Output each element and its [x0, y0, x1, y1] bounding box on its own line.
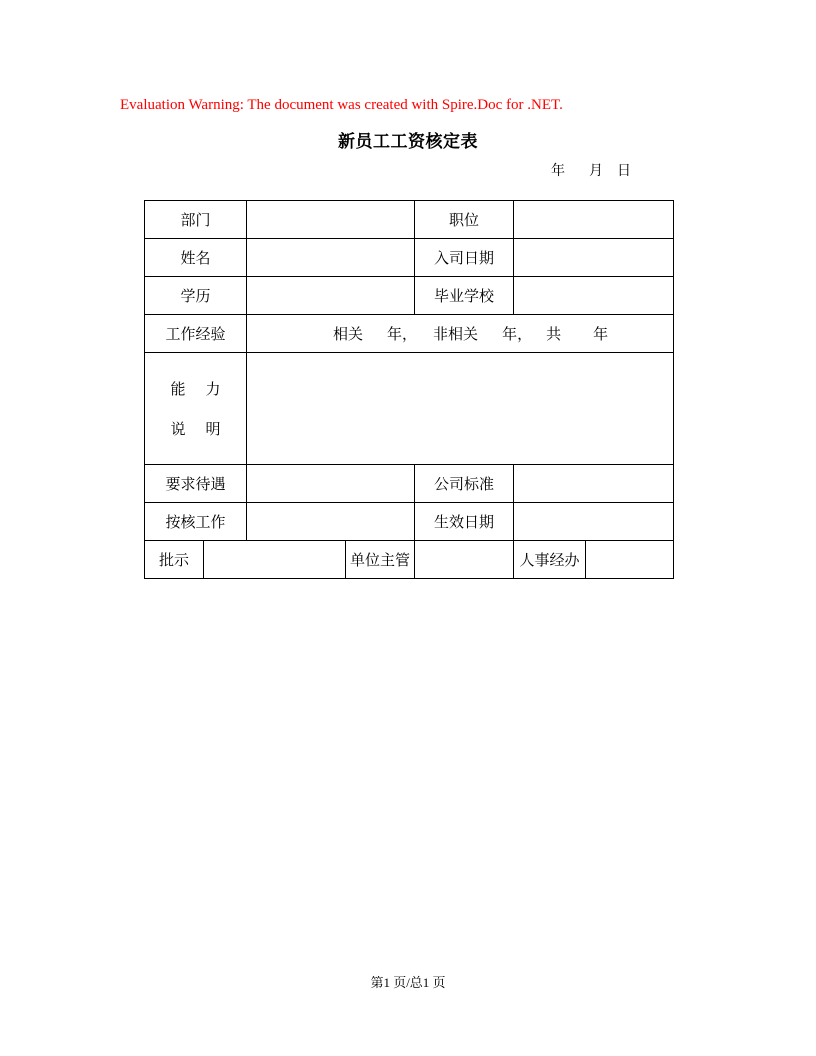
desc-char-1: 说: [170, 419, 186, 438]
hr-cell: [514, 541, 674, 579]
label-effective-date: 生效日期: [415, 503, 514, 541]
evaluation-warning: Evaluation Warning: The document was created with Spire.Doc for .NET.: [120, 97, 563, 113]
field-hire-date[interactable]: [514, 239, 674, 277]
date-line: [551, 160, 631, 180]
table-row: [145, 239, 674, 277]
table-row: [145, 503, 674, 541]
label-hr: 人事经办: [514, 541, 586, 578]
date-day: 日: [617, 164, 631, 179]
document-title: 新员工工资核定表: [338, 132, 478, 151]
date-year: 年: [551, 164, 565, 179]
exp-year-2: 年，: [502, 325, 533, 343]
page-footer: 第1 页/总1 页: [370, 975, 446, 990]
table-row: [145, 201, 674, 239]
label-experience: 工作经验: [145, 315, 247, 353]
exp-total: 共: [546, 325, 562, 343]
field-school[interactable]: [514, 277, 674, 315]
label-hire-date: 入司日期: [415, 239, 514, 277]
label-position: 职位: [415, 201, 514, 239]
salary-form-table: [144, 200, 674, 579]
field-salary-request[interactable]: [247, 465, 415, 503]
field-experience[interactable]: [247, 315, 674, 353]
field-education[interactable]: [247, 277, 415, 315]
label-dept: 部门: [145, 201, 247, 239]
label-ability-description: [145, 353, 247, 465]
label-supervisor: 单位主管: [346, 541, 415, 579]
table-row: [145, 465, 674, 503]
label-approved-work: 按核工作: [145, 503, 247, 541]
table-row: [145, 541, 674, 579]
date-month: 月: [589, 164, 603, 179]
exp-related: 相关: [333, 325, 364, 343]
label-name: 姓名: [145, 239, 247, 277]
exp-year-1: 年，: [387, 325, 418, 343]
field-company-standard[interactable]: [514, 465, 674, 503]
label-approval: 批示: [145, 541, 204, 579]
field-approved-work[interactable]: [247, 503, 415, 541]
exp-unrelated: 非相关: [433, 325, 479, 343]
exp-year-3: 年: [593, 325, 609, 343]
ability-char-1: 能: [170, 379, 186, 398]
table-row: [145, 277, 674, 315]
table-row: [145, 353, 674, 465]
field-ability-description[interactable]: [247, 353, 674, 465]
label-school: 毕业学校: [415, 277, 514, 315]
field-name[interactable]: [247, 239, 415, 277]
field-approval[interactable]: [204, 541, 346, 579]
ability-char-2: 力: [205, 379, 221, 398]
field-dept[interactable]: [247, 201, 415, 239]
label-education: 学历: [145, 277, 247, 315]
label-company-standard: 公司标准: [415, 465, 514, 503]
table-row: [145, 315, 674, 353]
desc-char-2: 明: [205, 419, 221, 438]
field-position[interactable]: [514, 201, 674, 239]
field-effective-date[interactable]: [514, 503, 674, 541]
label-salary-request: 要求待遇: [145, 465, 247, 503]
field-hr[interactable]: [586, 541, 673, 578]
field-supervisor[interactable]: [415, 541, 514, 579]
